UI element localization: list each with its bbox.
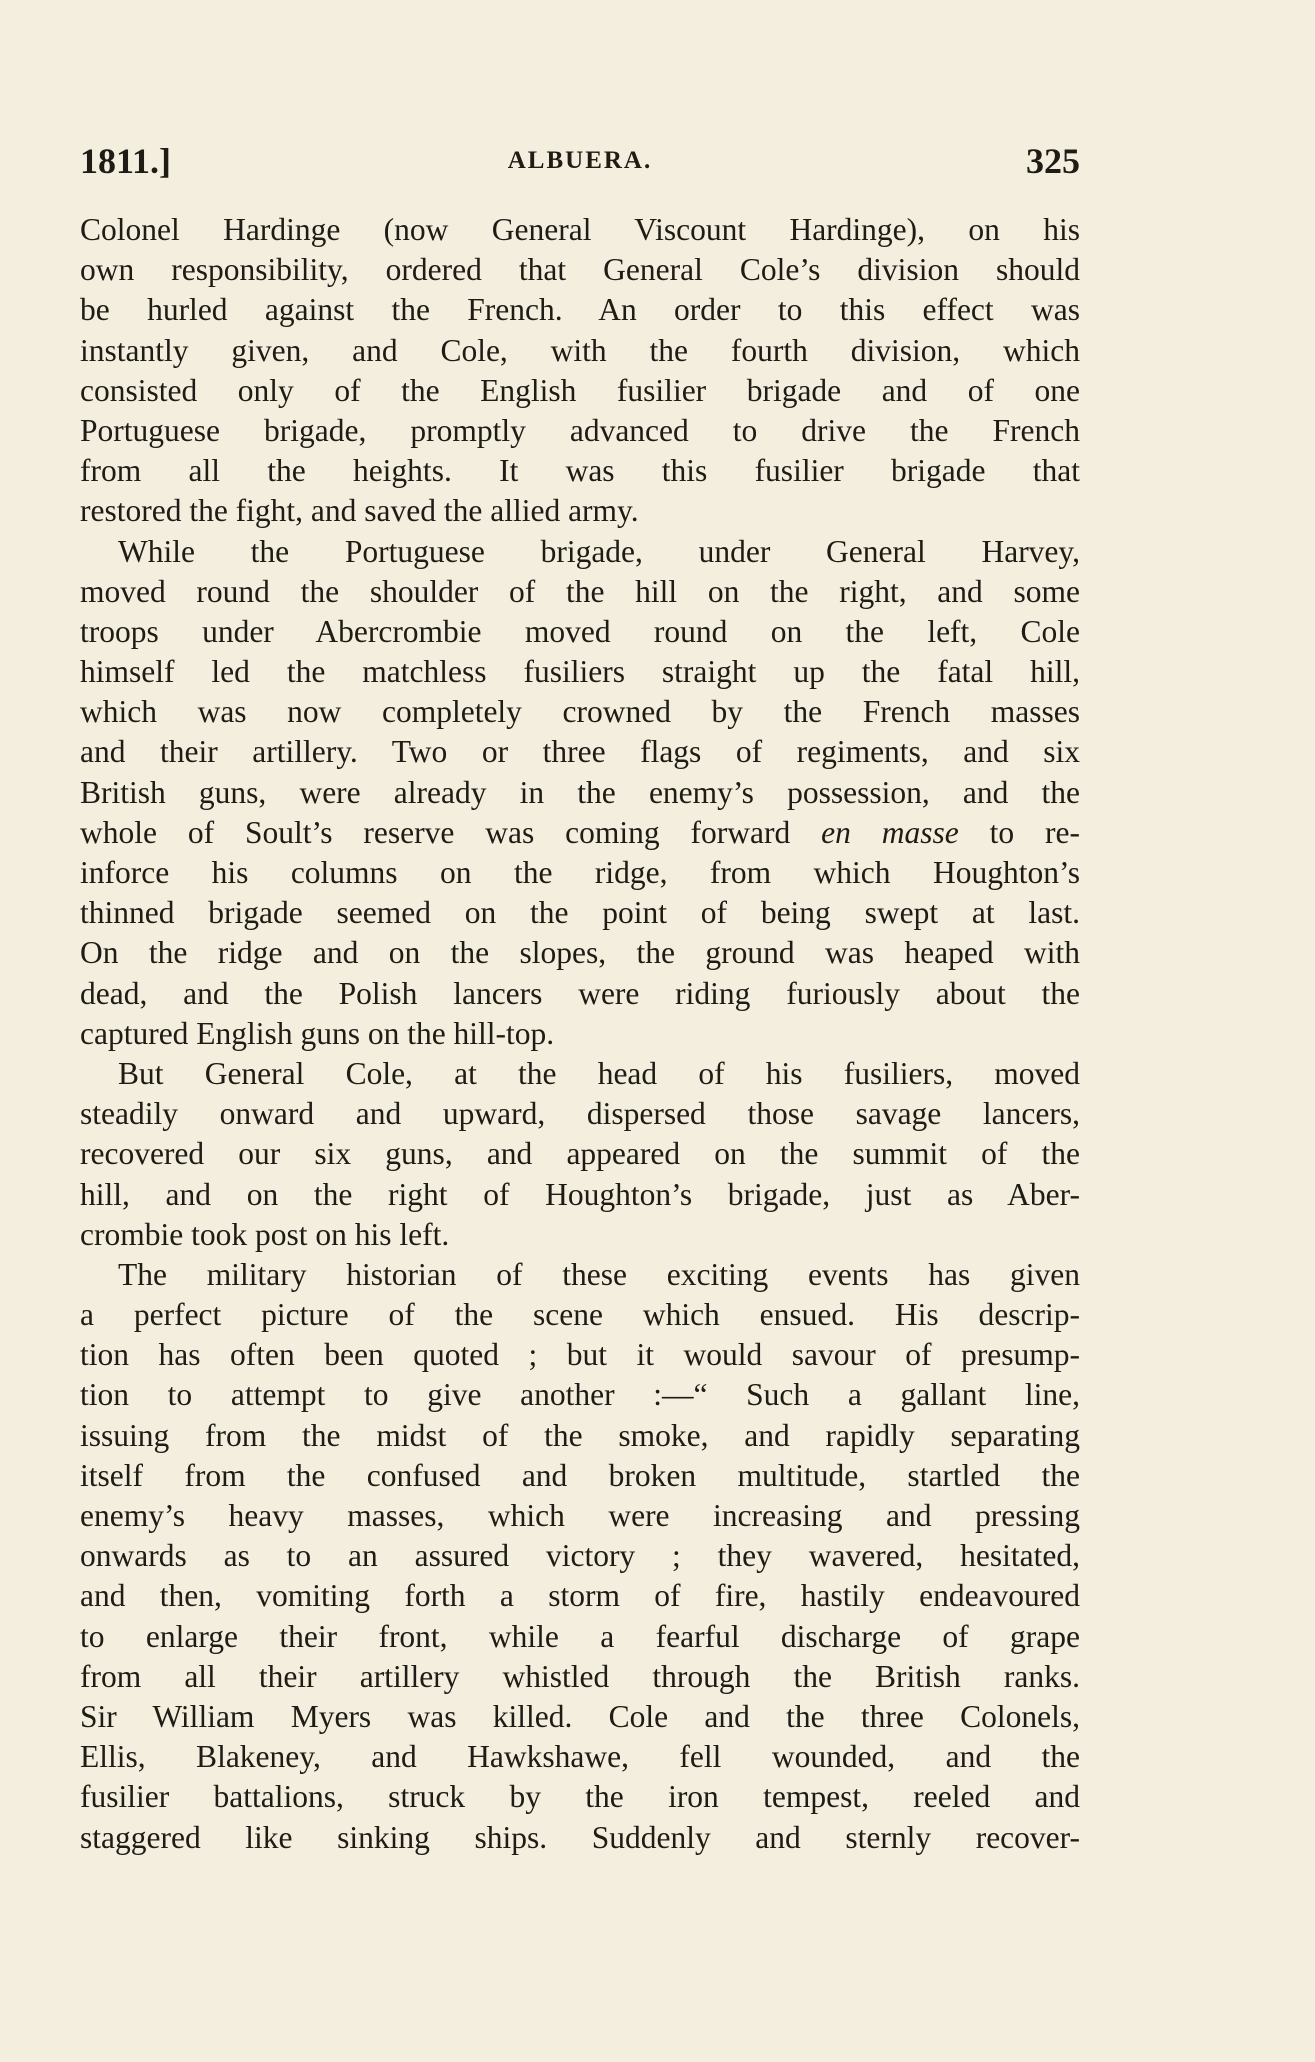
text-line: own responsibility, ordered that General Cole’s division should xyxy=(80,252,1080,288)
text-line: consisted only of the English fusilier brigade and of one xyxy=(80,372,1080,408)
text-line: be hurled against the French. An order to this effect was xyxy=(80,292,1080,328)
text-line: thinned brigade seemed on the point of being swept at last. xyxy=(80,895,1080,931)
text-line: Ellis, Blakeney, and Hawkshawe, fell wounded, and the xyxy=(80,1739,1080,1775)
text-line: moved round the shoulder of the hill on the right, and some xyxy=(80,573,1080,609)
italic-phrase: en masse xyxy=(821,814,959,850)
text-line: recovered our six guns, and appeared on the summit of the xyxy=(80,1136,1080,1172)
text-line: issuing from the midst of the smoke, and rapidly separating xyxy=(80,1417,1080,1453)
text-line: On the ridge and on the slopes, the ground was heaped with xyxy=(80,935,1080,971)
text-line: tion to attempt to give another :—“ Such a gallant line, xyxy=(80,1377,1080,1413)
running-head-title: ALBUERA. xyxy=(507,147,653,174)
text-line: which was now completely crowned by the French masses xyxy=(80,694,1080,730)
text-line: whole of Soult’s reserve was coming forward en masse to re- xyxy=(80,814,1080,850)
text-line: Colonel Hardinge (now General Viscount Hardinge), on his xyxy=(80,212,1080,247)
text-line: The military historian of these exciting events has given xyxy=(118,1256,1080,1292)
text-line: staggered like sinking ships. Suddenly and sternly recover- xyxy=(80,1819,1080,1855)
text-line: from all the heights. It was this fusilier brigade that xyxy=(80,453,1080,489)
text-line: tion has often been quoted ; but it would savour of presump- xyxy=(80,1337,1080,1373)
running-head-year: 1811.] xyxy=(80,141,172,181)
body-text xyxy=(80,210,1080,1858)
text-line: Portuguese brigade, promptly advanced to drive the French xyxy=(80,412,1080,448)
text-line: troops under Abercrombie moved round on the left, Cole xyxy=(80,613,1080,649)
text-line: and then, vomiting forth a storm of fire, hastily endeavoured xyxy=(80,1578,1080,1614)
text-line: enemy’s heavy masses, which were increasing and pressing xyxy=(80,1498,1080,1533)
text-line: Sir William Myers was killed. Cole and the three Colonels, xyxy=(80,1698,1080,1734)
text-line: instantly given, and Cole, with the fourth division, which xyxy=(80,332,1080,368)
text-line: and their artillery. Two or three flags of regiments, and six xyxy=(80,734,1080,770)
text-line: restored the fight, and saved the allied army. xyxy=(80,493,639,529)
running-head xyxy=(80,138,1080,184)
text-line: steadily onward and upward, dispersed those savage lancers, xyxy=(80,1096,1080,1132)
text-line: hill, and on the right of Houghton’s brigade, just as Aber- xyxy=(80,1176,1080,1212)
text-line: from all their artillery whistled through the British ranks. xyxy=(80,1658,1080,1694)
text-line: British guns, were already in the enemy’s possession, and the xyxy=(80,774,1080,810)
text-line: himself led the matchless fusiliers straight up the fatal hill, xyxy=(80,654,1080,690)
text-line: But General Cole, at the head of his fusiliers, moved xyxy=(118,1055,1080,1091)
text-line: a perfect picture of the scene which ensued. His descrip- xyxy=(80,1297,1080,1333)
text-line: dead, and the Polish lancers were riding furiously about the xyxy=(80,975,1080,1011)
text-line: crombie took post on his left. xyxy=(80,1216,450,1252)
text-line: captured English guns on the hill-top. xyxy=(80,1015,555,1051)
text-line: itself from the confused and broken multitude, startled the xyxy=(80,1457,1080,1493)
text-line: inforce his columns on the ridge, from which Houghton’s xyxy=(80,855,1080,890)
text-line: While the Portuguese brigade, under General Harvey, xyxy=(118,533,1080,569)
text-line: to enlarge their front, while a fearful discharge of grape xyxy=(80,1618,1080,1654)
text-line: fusilier battalions, struck by the iron tempest, reeled and xyxy=(80,1779,1080,1815)
page-number: 325 xyxy=(1026,141,1080,181)
text-line: onwards as to an assured victory ; they wavered, hesitated, xyxy=(80,1538,1080,1574)
